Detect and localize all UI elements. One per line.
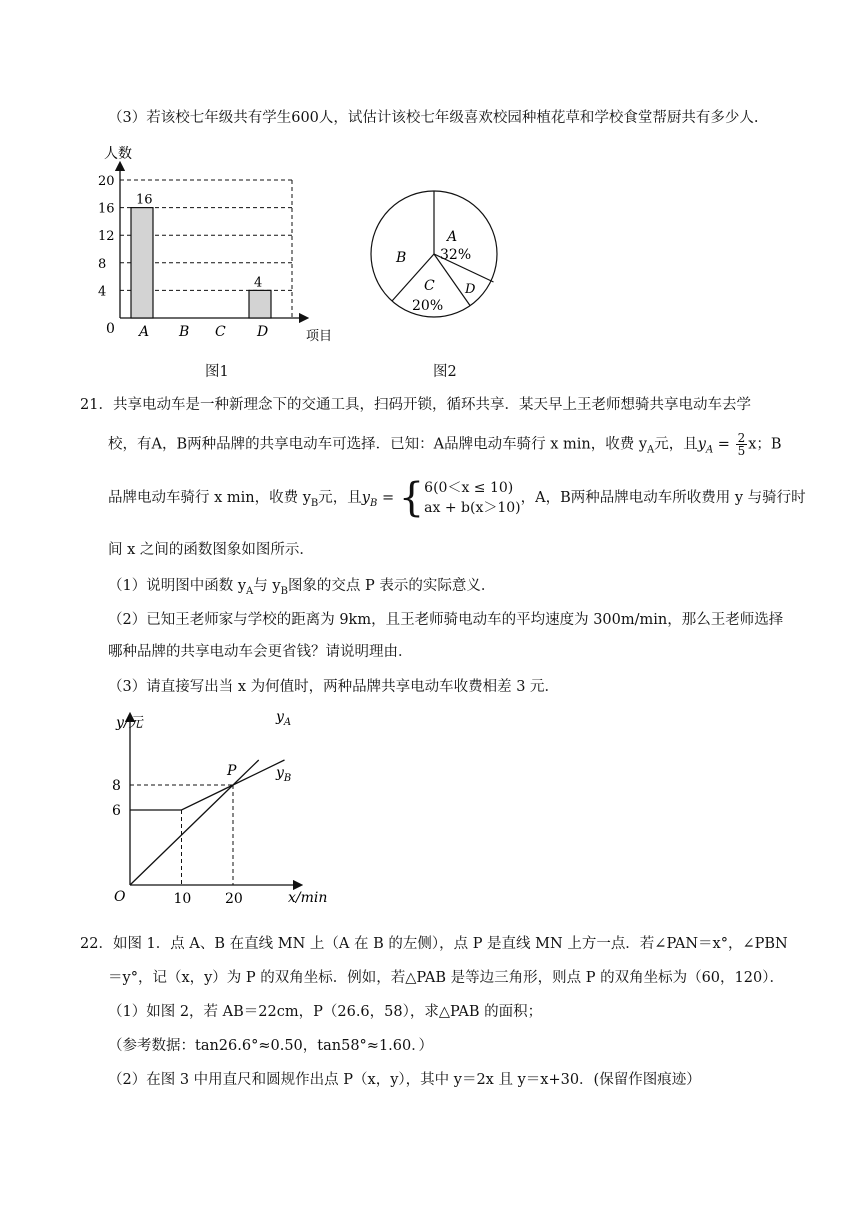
bar-origin: 0 bbox=[106, 321, 115, 337]
q21-line3: 品牌电动车骑行 x min，收费 $y_B$元，且$y_B$ = { 6(0＜x ≤ 10) ax + b(x＞10) ，A，B两种品牌电动车所收费用 y 与骑行时 bbox=[108, 475, 806, 521]
bar-value-label: 16 bbox=[136, 192, 153, 208]
q21-part2-b: 哪种品牌的共享电动车会更省钱？请说明理由． bbox=[108, 644, 413, 660]
bar-xlabel: 项目 bbox=[306, 329, 333, 344]
line-origin: O bbox=[114, 889, 126, 905]
bar-a bbox=[131, 208, 153, 318]
q21-part1: （1）说明图中函数 $y_A$与 $y_B$图象的交点 P 表示的实际意义． bbox=[108, 578, 496, 597]
q21-line1: 21．共享电动车是一种新理念下的交通工具，扫码开锁，循环共享．某天早上王老师想骑共享电动车去学 bbox=[80, 397, 751, 413]
line-point-p: P bbox=[227, 763, 237, 779]
fraction-2-5: $\frac{2}{5}$ bbox=[737, 431, 746, 458]
cases-brace: { bbox=[398, 475, 425, 521]
q21-part3: （3）请直接写出当 x 为何值时，两种品牌共享电动车收费相差 3 元． bbox=[108, 679, 560, 695]
bar-category-label: B bbox=[179, 324, 190, 340]
bar-ytick-label: 16 bbox=[98, 201, 115, 217]
q22-part2: （2）在图 3 中用直尺和圆规作出点 P（x，y），其中 y＝2x 且 y＝x+30．(保留作图痕迹） bbox=[108, 1072, 701, 1088]
line-ytick-label: 8 bbox=[112, 778, 121, 794]
fig2-caption: 图2 bbox=[433, 364, 457, 380]
pie-label-c: C bbox=[424, 278, 435, 294]
q22-line2: ＝y°，记（x，y）为 P 的双角坐标．例如，若△PAB 是等边三角形，则点 P 的双角坐标为（60，120）． bbox=[108, 970, 784, 986]
q21-line4: 间 x 之间的函数图象如图所示． bbox=[108, 542, 314, 558]
line-ylabel: y/元 bbox=[116, 715, 143, 731]
pie-label-d: D bbox=[465, 282, 476, 297]
bar-category-label: C bbox=[215, 324, 226, 340]
bar-category-label: D bbox=[257, 324, 269, 340]
line-chart bbox=[100, 705, 340, 915]
bar-category-label: A bbox=[139, 324, 150, 340]
bar-d bbox=[249, 290, 271, 318]
pie-label-a: A bbox=[447, 229, 458, 245]
q21-line2: 校，有A，B两种品牌的共享电动车可选择．已知：A品牌电动车骑行 x min，收费 $y_A$元，且$y_A$ = $\frac{2}{5}$ x；B bbox=[108, 431, 782, 458]
piecewise-cases: 6(0＜x ≤ 10) ax + b(x＞10) bbox=[424, 480, 521, 516]
bar-ytick-label: 4 bbox=[98, 284, 107, 300]
q21-part2-a: （2）已知王老师家与学校的距离为 9km，且王老师骑电动车的平均速度为 300m/min，那么王老师选择 bbox=[108, 612, 784, 628]
q22-part1: （1）如图 2，若 AB＝22cm，P（26.6，58），求△PAB 的面积； bbox=[108, 1004, 543, 1020]
line-xlabel: x/min bbox=[288, 890, 328, 906]
pie-label-b: B bbox=[396, 250, 407, 266]
bar-chart bbox=[90, 140, 350, 350]
bar-ylabel: 人数 bbox=[104, 146, 132, 162]
bar-ytick-label: 8 bbox=[98, 256, 107, 272]
line-label-ya: $y_A$ bbox=[276, 709, 292, 728]
bar-ytick-label: 20 bbox=[98, 174, 115, 189]
q20-part3: （3）若该校七年级共有学生600人，试估计该校七年级喜欢校园种植花草和学校食堂帮厨共有多少人. bbox=[108, 110, 759, 126]
series-yA bbox=[130, 760, 259, 885]
line-ytick-label: 6 bbox=[112, 803, 121, 819]
line-label-yb: $y_B$ bbox=[276, 765, 292, 784]
fig1-caption: 图1 bbox=[205, 364, 229, 380]
pie-label-a-pct: 32% bbox=[440, 247, 472, 263]
q22-line1: 22．如图 1．点 A、B 在直线 MN 上（A 在 B 的左侧），点 P 是直线 MN 上方一点．若∠PAN＝x°，∠PBN bbox=[80, 936, 788, 952]
bar-value-label: 4 bbox=[254, 275, 263, 291]
q22-ref-data: （参考数据：tan26.6°≈0.50，tan58°≈1.60．） bbox=[108, 1038, 433, 1054]
bar-ytick-label: 12 bbox=[98, 229, 115, 245]
line-xtick-label: 10 bbox=[173, 891, 192, 907]
line-xtick-label: 20 bbox=[225, 891, 243, 907]
pie-label-c-pct: 20% bbox=[412, 298, 444, 314]
pie-chart bbox=[368, 186, 508, 326]
